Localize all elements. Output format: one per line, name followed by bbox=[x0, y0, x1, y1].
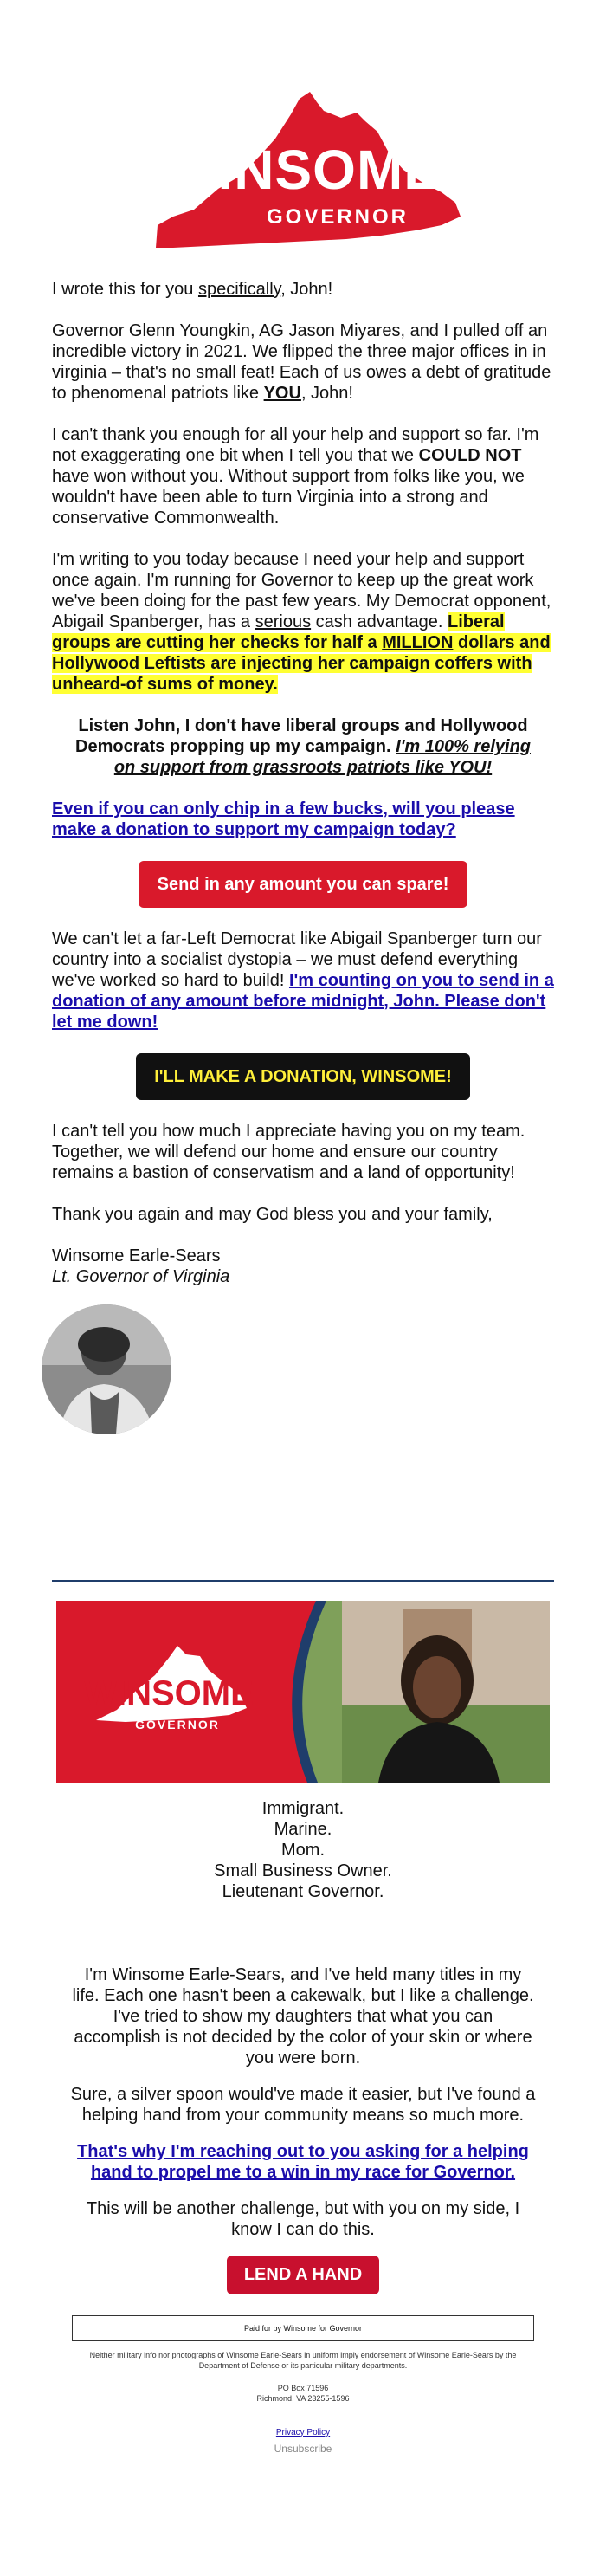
paragraph-socialist: We can't let a far-Left Democrat like Abigail Spanberger turn our country into a socialist dystopia – we must defend everything we've worked so hard to build! I'm counting on you to send in a donation of any amount before midnight, John. Please don't let me down! bbox=[52, 929, 554, 1032]
privacy-policy-link[interactable]: Privacy Policy bbox=[275, 2428, 331, 2437]
logo-office-text: GOVERNOR bbox=[266, 205, 409, 229]
story-paragraph-4: This will be another challenge, but with you on my side, I know I can do this. bbox=[86, 2199, 520, 2239]
signature-photo bbox=[42, 1304, 171, 1434]
paragraph-thanks: I can't thank you enough for all your help and support so far. I'm not exaggerating one bit when I tell you that we COULD NOT have won without you. Without support from folks like you, we wouldn't have been able to turn Virginia into a strong and conservative Commonwealth. bbox=[52, 425, 539, 527]
title-item: Lieutenant Governor. bbox=[222, 1882, 384, 1901]
greeting-underlined: specifically bbox=[197, 280, 281, 299]
winsome-governor-logo bbox=[139, 87, 467, 251]
footer-divider bbox=[52, 1580, 554, 1582]
military-disclaimer: Neither military info nor photographs of Winsome Earle-Sears in uniform imply endorsement of Winsome Earle-Sears by the Department of Defense or its particular military departments. bbox=[89, 2351, 517, 2370]
titles-list bbox=[0, 1798, 606, 1902]
title-item: Mom. bbox=[281, 1841, 325, 1860]
signature-title: Lt. Governor of Virginia bbox=[52, 1267, 230, 1286]
story-paragraph-1: I'm Winsome Earle-Sears, and I've held many titles in my life. Each one hasn't been a cakewalk, but I like a challenge. I've tried to show my daughters that what you can accomplish is not decided by the color of your skin or where you were born. bbox=[72, 1965, 534, 2068]
paid-for-box: Paid for by Winsome for Governor bbox=[72, 2315, 534, 2341]
make-donation-button[interactable]: I'LL MAKE A DONATION, WINSOME! bbox=[136, 1053, 470, 1100]
title-item: Immigrant. bbox=[261, 1799, 345, 1818]
paragraph-appreciate: I can't tell you how much I appreciate having you on my team. Together, we will defend our home and ensure our country remains a bastion of conservatism and a land of opportunity! bbox=[52, 1122, 525, 1182]
story-paragraph-2: Sure, a silver spoon would've made it easier, but I've found a helping hand from your community means so much more. bbox=[70, 2085, 536, 2125]
city-line: Richmond, VA 23255-1596 bbox=[256, 2394, 350, 2403]
paragraph-opponent: I'm writing to you today because I need your help and support once again. I'm running for Governor to keep up the great work we've been doing for the past few years. My Democrat opponent, Abigail Spanberger, has a serious cash advantage. Liberal groups are cutting her checks for half a MILLION dollars and Hollywood Leftists are injecting her campaign coffers with unheard-of sums of money. bbox=[52, 550, 551, 694]
title-item: Small Business Owner. bbox=[214, 1861, 392, 1880]
banner-office-text: GOVERNOR bbox=[135, 1718, 220, 1731]
highlighted-claim: Liberal groups are cutting her checks for half a MILLION dollars and Hollywood Leftists are injecting her campaign coffers with unheard-of sums of money. bbox=[52, 612, 551, 694]
footer-banner bbox=[56, 1601, 550, 1783]
po-box: PO Box 71596 bbox=[277, 2384, 329, 2392]
logo-name-text: WINSOME bbox=[164, 139, 442, 201]
unsubscribe-link[interactable]: Unsubscribe bbox=[274, 2443, 332, 2455]
title-item: Marine. bbox=[274, 1820, 332, 1839]
paragraph-grassroots: Listen John, I don't have liberal groups and Hollywood Democrats propping up my campaign. I'm 100% relying on support from grassroots patriots like YOU! bbox=[75, 716, 531, 777]
greeting: I wrote this for you specifically, John! bbox=[52, 280, 333, 299]
lend-a-hand-button[interactable]: LEND A HAND bbox=[227, 2256, 379, 2294]
paragraph-victory: Governor Glenn Youngkin, AG Jason Miyares, and I pulled off an incredible victory in 2021. We flipped the three major offices in in virginia – that's no small feat! Each of us owes a debt of gratitude to phenomenal patriots like YOU, John! bbox=[52, 321, 551, 403]
donate-link-2[interactable]: I'm counting on you to send in a donation of any amount before midnight, John. Please don't let me down! bbox=[52, 971, 554, 1032]
helping-hand-link[interactable]: That's why I'm reaching out to you asking for a helping hand to propel me to a win in my race for Governor. bbox=[77, 2142, 529, 2182]
banner-name-text: WINSOME bbox=[84, 1674, 254, 1712]
signature-name: Winsome Earle-Sears bbox=[52, 1246, 221, 1265]
paragraph-blessing: Thank you again and may God bless you and your family, bbox=[52, 1205, 493, 1224]
send-any-amount-button[interactable]: Send in any amount you can spare! bbox=[139, 861, 467, 908]
mailing-address bbox=[0, 2383, 606, 2404]
donate-link-1[interactable]: Even if you can only chip in a few bucks, will you please make a donation to support my campaign today? bbox=[52, 799, 515, 839]
